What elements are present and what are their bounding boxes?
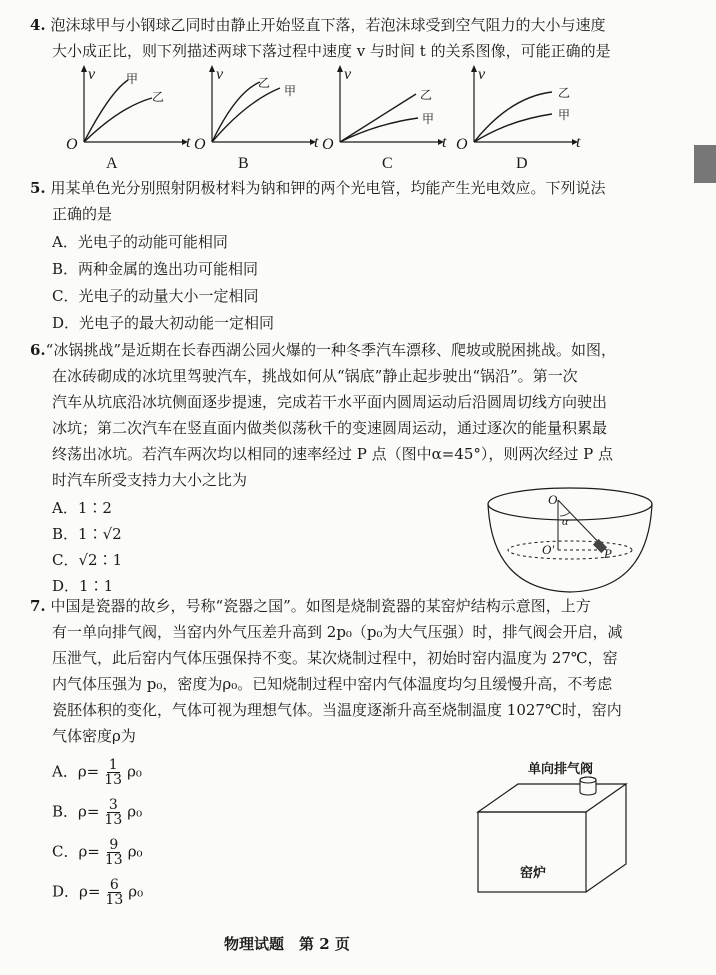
side-tab-marker [694, 145, 716, 183]
graph-b-curve-jia [212, 88, 280, 142]
q7-text-6: 气体密度ρ为 [52, 727, 136, 745]
q6-label-p: P [604, 546, 612, 561]
graph-a-origin: O [66, 136, 78, 153]
graph-d-label: D [516, 155, 528, 172]
graph-d-origin: O [456, 136, 468, 153]
q7-option-c: C．ρ= $\frac{9}{13}$ ρ₀ [52, 837, 143, 868]
q7-text-3: 压泄气，此后窑内气体压强保持不变。某次烧制过程中，初始时窑内温度为 27℃，窑 [52, 649, 618, 667]
q6-text-3: 汽车从坑底沿冰坑侧面逐步提速，完成若干水平面内圆周运动后沿圆周切线方向驶出 [52, 393, 608, 411]
q6-label-o: O [548, 492, 558, 507]
page-footer: 物理试题 第 2 页 [224, 935, 350, 953]
q6-line-1 [30, 340, 616, 360]
q7-text-2: 有一单向排气阀，当窑内外气压差升高到 2p₀（p₀为大气压强）时，排气阀会开启，减 [52, 623, 623, 641]
q6-option-c: C．√2∶1 [52, 551, 123, 569]
q5-option-c: C．光电子的动量大小一定相同 [52, 287, 259, 305]
graph-b-origin: O [194, 136, 206, 153]
q5-text-1: 用某单色光分别照射阴极材料为钠和钾的两个光电管，均能产生光电效应。下列说法 [50, 179, 606, 197]
q6-text-5: 终荡出冰坑。若汽车两次均以相同的速率经过 P 点（图中α=45°），则两次经过 P 点 [52, 445, 614, 463]
q6-text-4: 冰坑；第二次汽车在竖直面内做类似荡秋千的变速圆周运动，通过逐次的能量积累最 [52, 419, 608, 437]
q6-bowl-figure [482, 478, 662, 598]
graph-a-t-label: t [186, 134, 191, 151]
q5-option-a: A．光电子的动能可能相同 [52, 233, 228, 251]
graph-c-v-label: v [344, 66, 352, 83]
q4-text-1: 泡沫球甲与小钢球乙同时由静止开始竖直下落，若泡沫球受到空气阻力的大小与速度 [50, 16, 606, 34]
q4-number: 4. [30, 16, 46, 34]
q7-text-4: 内气体压强为 p₀，密度为ρ₀。已知烧制过程中窑内气体温度均匀且缓慢升高，不考虑 [52, 675, 613, 693]
q6-number: 6. [30, 341, 46, 359]
graph-c-label: C [382, 155, 393, 172]
graph-d-curve-yi [474, 92, 552, 142]
graph-c-curve-yi [340, 94, 416, 142]
q4-line-1 [30, 15, 605, 35]
q5-line-1 [30, 178, 605, 198]
q6-option-d: D．1∶1 [52, 577, 114, 595]
graph-a-v-label: v [88, 66, 96, 83]
q7-text-5: 瓷胚体积的变化，气体可视为理想气体。当温度逐渐升高至烧制温度 1027℃时，窑内 [52, 701, 622, 719]
q5-option-d: D．光电子的最大初动能一定相同 [52, 314, 275, 332]
q7-kiln-label: 窑炉 [520, 865, 547, 880]
graph-a-curve-yi [84, 98, 152, 142]
q6-option-b: B．1∶√2 [52, 525, 122, 543]
valve-icon [580, 777, 596, 795]
graph-a-curve-label-2: 乙 [152, 90, 165, 104]
q7-option-b: B．ρ= $\frac{3}{13}$ ρ₀ [52, 797, 143, 828]
q5-option-b: B．两种金属的逸出功可能相同 [52, 260, 259, 278]
graph-c-curve-label-1: 乙 [420, 88, 433, 102]
graph-c-curve-label-2: 甲 [422, 112, 435, 126]
graph-c-t-label: t [442, 134, 447, 151]
graph-d-curve-label-1: 乙 [558, 86, 571, 100]
q5-text-2: 正确的是 [52, 205, 113, 223]
q4-text-2: 大小成正比，则下列描述两球下落过程中速度 v 与时间 t 的关系图像，可能正确的是 [52, 42, 611, 60]
q7-number: 7. [30, 597, 46, 615]
q7-option-a: A．ρ= $\frac{1}{13}$ ρ₀ [52, 757, 142, 788]
graph-b-curve-label-1: 乙 [258, 76, 271, 90]
q5-number: 5. [30, 179, 46, 197]
graph-a-label: A [106, 155, 118, 172]
graph-d-t-label: t [576, 134, 581, 151]
graph-b-curve-label-2: 甲 [284, 84, 297, 98]
graph-d-curve-label-2: 甲 [558, 108, 571, 122]
q6-text-1: “冰锅挑战”是近期在长春西湖公园火爆的一种冬季汽车漂移、爬坡或脱困挑战。如图， [45, 341, 617, 359]
q7-line-1 [30, 596, 591, 616]
q7-kiln-figure [470, 770, 640, 900]
graph-b-label: B [238, 155, 249, 172]
graph-c-origin: O [322, 136, 334, 153]
graph-a-curve-jia [84, 80, 128, 142]
graph-b-t-label: t [314, 134, 319, 151]
q6-text-2: 在冰砖砌成的冰坑里驾驶汽车，挑战如何从“锅底”静止起步驶出“锅沿”。第一次 [52, 367, 578, 385]
q6-text-6: 时汽车所受支持力大小之比为 [52, 471, 248, 489]
graph-c-curve-jia [340, 118, 418, 142]
graph-d-v-label: v [478, 66, 486, 83]
q7-option-d: D．ρ= $\frac{6}{13}$ ρ₀ [52, 877, 144, 908]
q6-label-o-prime: O′ [542, 542, 555, 557]
q6-label-alpha: α [562, 514, 569, 528]
q7-text-1: 中国是瓷器的故乡，号称“瓷器之国”。如图是烧制瓷器的某窑炉结构示意图，上方 [50, 597, 591, 615]
graph-a-curve-label-1: 甲 [126, 72, 139, 86]
q6-option-a: A．1∶2 [52, 499, 112, 517]
graph-b-v-label: v [216, 66, 224, 83]
q7-valve-label: 单向排气阀 [528, 761, 594, 776]
